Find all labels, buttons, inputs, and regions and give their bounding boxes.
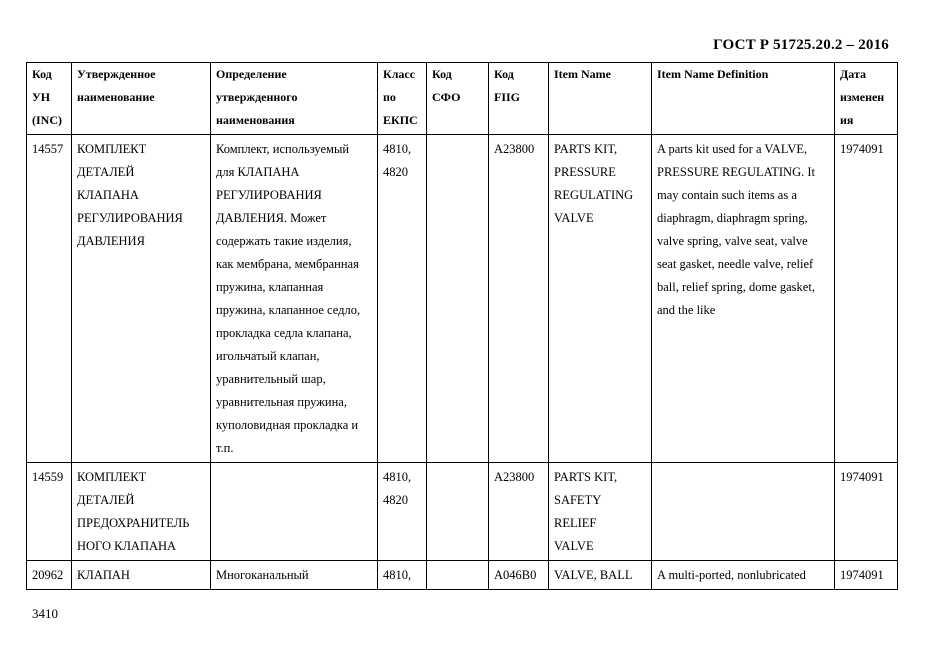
table-row — [27, 561, 898, 590]
approved-name-cell: КОМПЛЕКТ ДЕТАЛЕЙ ПРЕДОХРАНИТЕЛЬ НОГО КЛАПАНА — [72, 463, 211, 561]
item-name-cell: PARTS KIT, PRESSURE REGULATING VALVE — [549, 135, 652, 463]
sfo-code-cell — [427, 561, 489, 590]
definitions-table — [26, 62, 898, 590]
column-header-name-definition: Определение утвержденного наименования — [211, 63, 378, 135]
fiig-code-cell: A23800 — [489, 135, 549, 463]
approved-name-cell: КЛАПАН — [72, 561, 211, 590]
name-definition-cell — [211, 463, 378, 561]
inc-code-cell: 20962 — [27, 561, 72, 590]
header-row — [27, 63, 898, 135]
ekps-class-cell: 4810, — [378, 561, 427, 590]
item-name-cell: PARTS KIT, SAFETY RELIEF VALVE — [549, 463, 652, 561]
item-name-definition-cell — [652, 463, 835, 561]
table-row — [27, 135, 898, 463]
column-header-sfo-code: Код СФО — [427, 63, 489, 135]
sfo-code-cell — [427, 463, 489, 561]
column-header-approved-name: Утвержденное наименование — [72, 63, 211, 135]
fiig-code-cell: A23800 — [489, 463, 549, 561]
change-date-cell: 1974091 — [835, 135, 898, 463]
column-header-change-date: Дата изменен ия — [835, 63, 898, 135]
item-name-definition-cell: A parts kit used for a VALVE, PRESSURE REGULATING. It may contain such items as a diaphragm, diaphragm spring, valve spring, valve seat, valve seat gasket, needle valve, relief ball, relief spring, dome gasket, and the like — [652, 135, 835, 463]
sfo-code-cell — [427, 135, 489, 463]
table-row — [27, 463, 898, 561]
change-date-cell: 1974091 — [835, 463, 898, 561]
inc-code-cell: 14559 — [27, 463, 72, 561]
table-body — [27, 135, 898, 590]
item-name-definition-cell: A multi-ported, nonlubricated — [652, 561, 835, 590]
column-header-item-name: Item Name — [549, 63, 652, 135]
inc-code-cell: 14557 — [27, 135, 72, 463]
ekps-class-cell: 4810, 4820 — [378, 135, 427, 463]
standard-code-header: ГОСТ Р 51725.20.2 – 2016 — [713, 37, 889, 53]
column-header-item-name-definition: Item Name Definition — [652, 63, 835, 135]
column-header-fiig-code: Код FIIG — [489, 63, 549, 135]
approved-name-cell: КОМПЛЕКТ ДЕТАЛЕЙ КЛАПАНА РЕГУЛИРОВАНИЯ ДАВЛЕНИЯ — [72, 135, 211, 463]
page-number: 3410 — [32, 606, 58, 621]
name-definition-cell: Комплект, используемый для КЛАПАНА РЕГУЛИРОВАНИЯ ДАВЛЕНИЯ. Может содержать такие изделия, как мембрана, мембранная пружина, клапанная пружина, клапанное седло, прокладка седла клапана, игольчатый клапан, уравнительный шар, уравнительная пружина, куполовидная прокладка и т.п. — [211, 135, 378, 463]
name-definition-cell: Многоканальный — [211, 561, 378, 590]
column-header-ekps-class: Класс по ЕКПС — [378, 63, 427, 135]
item-name-cell: VALVE, BALL — [549, 561, 652, 590]
ekps-class-cell: 4810, 4820 — [378, 463, 427, 561]
change-date-cell: 1974091 — [835, 561, 898, 590]
fiig-code-cell: A046B0 — [489, 561, 549, 590]
table-header — [27, 63, 898, 135]
column-header-inc-code: Код УН (INC) — [27, 63, 72, 135]
